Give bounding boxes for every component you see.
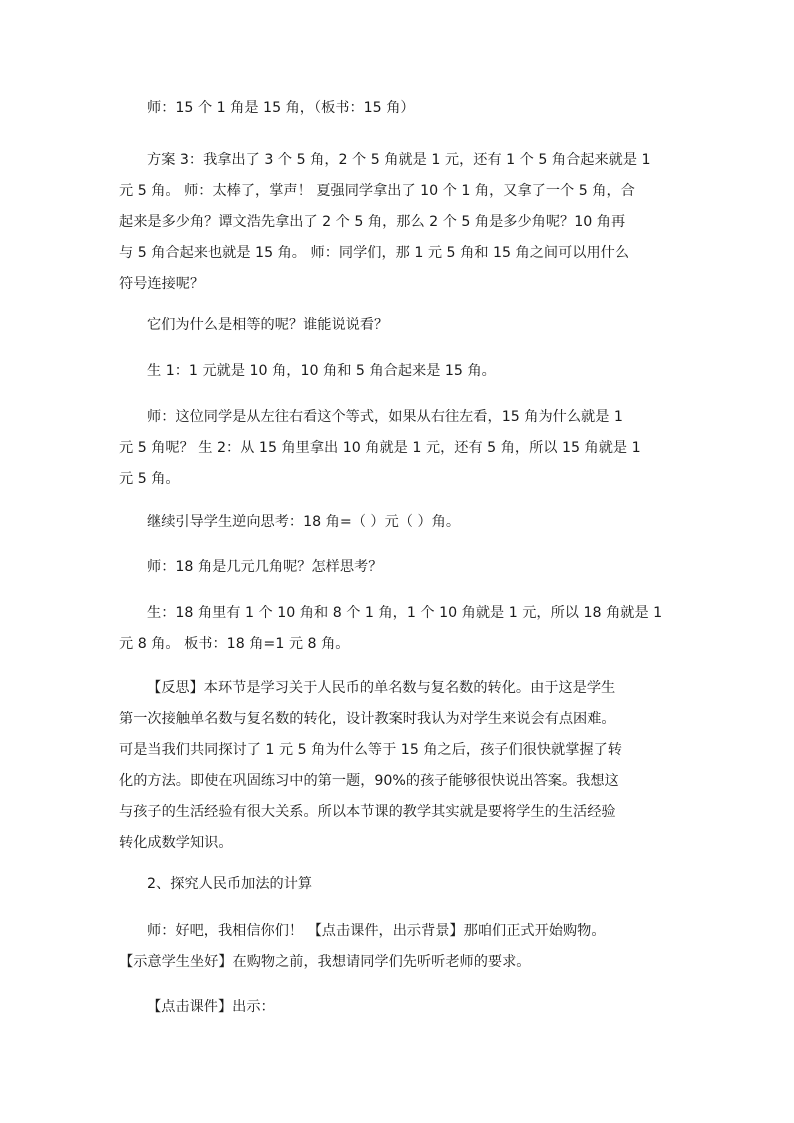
text-line: 2、探究人民币加法的计算 [147, 876, 313, 892]
text-line: 师：这位同学是从左往右看这个等式，如果从右往左看，15 角为什么就是 1 [147, 409, 623, 425]
text-line: 与孩子的生活经验有很大关系。所以本节课的教学其实就是要将学生的生活经验 [119, 804, 616, 820]
paragraph-why-equal [119, 310, 679, 341]
text-line: 符号连接呢？ [119, 276, 205, 292]
paragraph-start-shopping [119, 916, 679, 978]
text-line: 第一次接触单名数与复名数的转化，设计教案时我认为对学生来说会有点困难。 [119, 711, 616, 727]
text-line: 师：好吧，我相信你们！ 【点击课件，出示背景】那咱们正式开始购物。 [147, 923, 606, 939]
text-line: 继续引导学生逆向思考：18 角=（ ）元（ ）角。 [147, 514, 461, 530]
paragraph-student-18-jiao [119, 598, 679, 660]
text-line: 方案 3：我拿出了 3 个 5 角，2 个 5 角就是 1 元，还有 1 个 5 角合起来就是 1 [147, 152, 651, 168]
text-line: 【反思】本环节是学习关于人民币的单名数与复名数的转化。由于这是学生 [147, 680, 616, 696]
text-line: 转化成数学知识。 [119, 835, 233, 851]
paragraph-reflection [119, 673, 679, 859]
text-line: 它们为什么是相等的呢？谁能说说看？ [147, 317, 389, 333]
text-line: 起来是多少角？谭文浩先拿出了 2 个 5 角，那么 2 个 5 角是多少角呢？10 角再 [119, 214, 626, 230]
text-line: 元 8 角。 板书：18 角=1 元 8 角。 [119, 636, 350, 652]
text-line: 生：18 角里有 1 个 10 角和 8 个 1 角，1 个 10 角就是 1 元，所以 18 角就是 1 [147, 605, 663, 621]
paragraph-18-jiao-question [119, 552, 679, 583]
paragraph-student-1 [119, 356, 679, 387]
text-line: 师：15 个 1 角是 15 角，（板书：15 角） [147, 100, 415, 116]
section-heading-addition [119, 869, 679, 900]
text-line: 化的方法。即使在巩固练习中的第一题，90%的孩子能够很快说出答案。我想这 [119, 773, 619, 789]
paragraph-teacher-15-jiao [119, 93, 679, 124]
text-line: 【示意学生坐好】在购物之前，我想请同学们先听听老师的要求。 [119, 954, 531, 970]
text-line: 元 5 角呢？ 生 2：从 15 角里拿出 10 角就是 1 元，还有 5 角，所以 15 角就是 1 [119, 440, 641, 456]
text-line: 【点击课件】出示： [147, 999, 275, 1015]
paragraph-plan-3 [119, 145, 679, 300]
paragraph-left-right [119, 402, 679, 495]
text-line: 元 5 角。 [119, 471, 180, 487]
text-line: 师：18 角是几元几角呢？怎样思考？ [147, 559, 383, 575]
text-line: 元 5 角。 师：太棒了，掌声！ 夏强同学拿出了 10 个 1 角，又拿了一个 5 角，合 [119, 183, 635, 199]
paragraph-click-courseware [119, 992, 679, 1023]
text-line: 与 5 角合起来也就是 15 角。 师：同学们，那 1 元 5 角和 15 角之间可以用什么 [119, 245, 630, 261]
text-line: 生 1：1 元就是 10 角，10 角和 5 角合起来是 15 角。 [147, 363, 496, 379]
text-line: 可是当我们共同探讨了 1 元 5 角为什么等于 15 角之后，孩子们很快就掌握了转 [119, 742, 622, 758]
paragraph-reverse-thinking [119, 507, 679, 538]
